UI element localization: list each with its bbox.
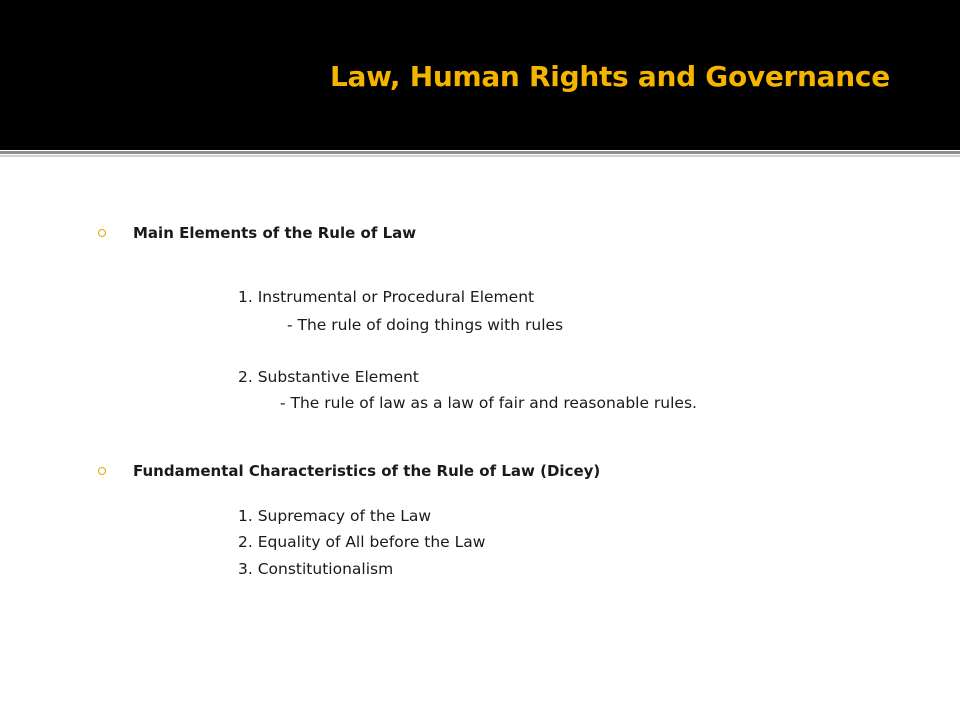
characteristic-item: 3. Constitutionalism (238, 560, 394, 578)
bullet-main-elements (98, 224, 416, 242)
circle-bullet-icon (98, 467, 106, 475)
element-item-title: 2. Substantive Element (238, 368, 419, 386)
characteristic-item: 1. Supremacy of the Law (238, 507, 432, 525)
element-item-title: 1. Instrumental or Procedural Element (238, 288, 535, 306)
element-item-description: - The rule of law as a law of fair and reasonable rules. (280, 394, 697, 412)
slide-title: Law, Human Rights and Governance (330, 60, 890, 93)
characteristic-item: 2. Equality of All before the Law (238, 533, 486, 551)
element-item-description: - The rule of doing things with rules (287, 316, 564, 334)
circle-bullet-icon (98, 229, 106, 237)
title-divider (0, 151, 960, 154)
bullet-fundamental-characteristics (98, 462, 600, 480)
section-heading: Fundamental Characteristics of the Rule of Law (Dicey) (133, 462, 601, 480)
section-heading: Main Elements of the Rule of Law (133, 224, 417, 242)
title-divider-secondary (0, 155, 960, 157)
